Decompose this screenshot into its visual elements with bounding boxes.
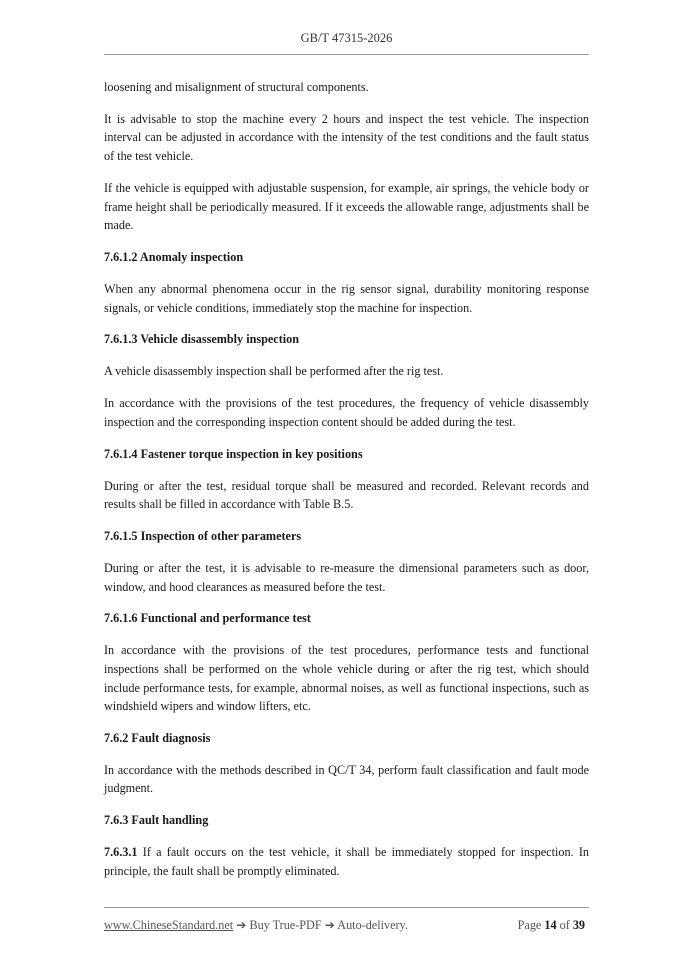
- page-body: [104, 78, 589, 894]
- arrow-icon: ➔: [233, 918, 250, 932]
- paragraph: During or after the test, it is advisable to re-measure the dimensional parameters such as door, window, and hood clearances as measured before the test.: [104, 560, 589, 594]
- clause-text: If a fault occurs on the test vehicle, it shall be immediately stopped for inspection. In principle, the fault shall be promptly eliminated.: [104, 845, 589, 878]
- section-heading-7613: 7.6.1.3 Vehicle disassembly inspection: [104, 332, 300, 347]
- buy-text: Buy True-PDF: [249, 918, 322, 932]
- paragraph: A vehicle disassembly inspection shall be performed after the rig test.: [104, 364, 444, 379]
- header-divider: [104, 54, 589, 55]
- section-heading-7614: 7.6.1.4 Fastener torque inspection in key positions: [104, 446, 363, 461]
- paragraph: loosening and misalignment of structural components.: [104, 80, 369, 94]
- page-word: Page: [517, 918, 545, 932]
- total-pages: 39: [572, 918, 585, 932]
- footer-divider: [104, 907, 589, 908]
- paragraph: In accordance with the provisions of the test procedures, performance tests and functional inspections shall be performed on the whole vehicle during or after the rig test, which should include performance tests, for example, abnormal noises, as well as functional inspections, such as windshield wipers and window lifters, etc.: [104, 643, 589, 714]
- paragraph: If the vehicle is equipped with adjustable suspension, for example, air springs, the vehicle body or frame height shall be periodically measured. If it exceeds the allowable range, adjustments shall be made.: [104, 180, 589, 233]
- paragraph-7631: [104, 843, 589, 880]
- site-link[interactable]: www.ChineseStandard.net: [104, 918, 234, 932]
- of-word: of: [556, 918, 573, 932]
- paragraph: In accordance with the provisions of the test procedures, the frequency of vehicle disassembly inspection and the corresponding inspection content should be added during the test.: [104, 396, 589, 429]
- page-header: GB/T 47315-2026: [300, 31, 393, 45]
- paragraph: During or after the test, residual torque shall be measured and recorded. Relevant records and results shall be filled in accordance with Table B.5.: [104, 478, 589, 512]
- section-heading-7615: 7.6.1.5 Inspection of other parameters: [104, 529, 302, 544]
- section-heading-7612: 7.6.1.2 Anomaly inspection: [104, 250, 244, 265]
- section-heading-763: 7.6.3 Fault handling: [104, 813, 209, 828]
- section-heading-762: 7.6.2 Fault diagnosis: [104, 731, 211, 745]
- paragraph: When any abnormal phenomena occur in the rig sensor signal, durability monitoring response signals, or vehicle conditions, immediately stop the machine for inspection.: [104, 281, 589, 315]
- paragraph: In accordance with the methods described in QC/T 34, perform fault classification and fault mode judgment.: [104, 762, 589, 796]
- arrow-icon: ➔: [321, 918, 338, 932]
- paragraph: It is advisable to stop the machine every 2 hours and inspect the test vehicle. The inspection interval can be adjusted in accordance with the intensity of the test conditions and the fault status of the test vehicle.: [104, 111, 589, 164]
- current-page: 14: [544, 918, 557, 932]
- delivery-text: Auto-delivery.: [337, 918, 408, 932]
- footer-promo: [104, 918, 408, 933]
- section-heading-7616: 7.6.1.6 Functional and performance test: [104, 611, 311, 626]
- page-number: [518, 918, 585, 933]
- clause-number: 7.6.3.1: [104, 845, 138, 860]
